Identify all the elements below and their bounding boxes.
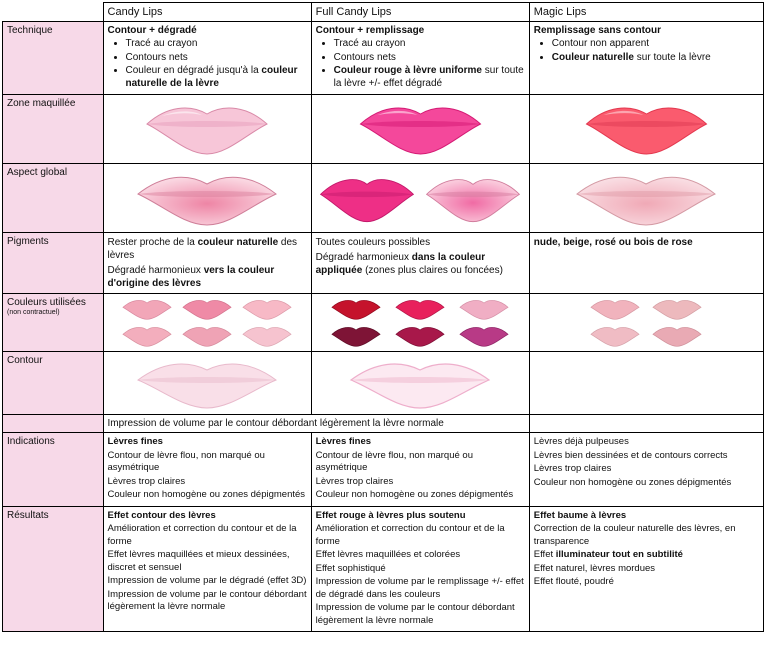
lips-swatch-candy-6: [240, 324, 294, 348]
lips-swatch-candy-3: [240, 297, 294, 321]
row-label-banner-empty: [3, 415, 104, 433]
row-resultats: [3, 506, 764, 632]
pigments-candy-2: Dégradé harmonieux vers la couleur d'origine des lèvres: [107, 265, 275, 289]
cell-pigments-candy: [103, 233, 311, 294]
pigments-full-2: Dégradé harmonieux dans la couleur appliquée (zones plus claires ou foncées): [315, 252, 503, 276]
technique-full-b2: • Contours nets: [334, 52, 525, 65]
lips-icon-zone-candy: [142, 98, 272, 160]
res-candy-3: Effet lèvres maquillées et mieux dessinées, discret et sensuel: [107, 549, 290, 573]
cell-zone-full: [311, 95, 529, 164]
lips-swatch-candy-5: [180, 324, 234, 348]
row-label-technique: Technique: [3, 22, 104, 95]
technique-candy-b1: • Tracé au crayon: [126, 38, 307, 51]
res-candy-2: Amélioration et correction du contour et de la forme: [107, 523, 297, 547]
header-magic-lips: Magic Lips: [529, 3, 763, 22]
res-full-3: Effet lèvres maquillées et colorées: [315, 549, 461, 561]
cell-technique-full: [311, 22, 529, 95]
res-full-4: Effet sophistiqué: [315, 562, 386, 574]
ind-full-3: Lèvres trop claires: [315, 475, 394, 487]
res-magic-3-bold: illuminateur tout en subtilité: [555, 549, 683, 561]
cell-resultats-candy: [103, 506, 311, 632]
ind-full-2: Contour de lèvre flou, non marqué ou asymétrique: [315, 449, 473, 474]
cell-aspect-candy: [103, 164, 311, 233]
technique-candy-lead: Contour + dégradé: [107, 25, 197, 36]
ind-candy-3: Lèvres trop claires: [107, 475, 186, 487]
lips-swatch-magic-4: [649, 324, 705, 348]
res-candy-4: Impression de volume par le dégradé (effet 3D): [107, 575, 307, 587]
row-label-couleurs-sub: (non contractuel): [7, 309, 60, 316]
header-corner-cell: [3, 3, 104, 22]
lips-icon-aspect-candy: [132, 167, 282, 229]
technique-magic-b2: • Couleur naturelle sur toute la lèvre: [552, 52, 759, 65]
cell-pigments-full: [311, 233, 529, 294]
row-label-couleurs-main: Couleurs utilisées: [7, 297, 86, 308]
res-magic-2: Correction de la couleur naturelle des lèvres, en transparence: [533, 523, 736, 547]
cell-couleurs-candy: [103, 294, 311, 352]
cell-pigments-magic: [529, 233, 763, 294]
ind-magic-3: Lèvres trop claires: [533, 463, 612, 475]
lips-swatch-candy-4: [120, 324, 174, 348]
res-full-1: Effet rouge à lèvres plus soutenu: [315, 509, 466, 521]
cell-indications-magic: [529, 433, 763, 507]
pigments-magic-1: nude, beige, rosé ou bois de rose: [533, 237, 693, 248]
cell-contour-full: [311, 352, 529, 415]
lips-icon-aspect-full-a: [317, 167, 417, 229]
technique-magic-b2-bold: Couleur naturelle: [551, 51, 634, 63]
banner-text-cell: Impression de volume par le contour débordant légèrement la lèvre normale: [103, 415, 529, 433]
ind-full-4: Couleur non homogène ou zones dépigmentés: [315, 489, 514, 501]
row-technique: [3, 22, 764, 95]
ind-magic-1: Lèvres déjà pulpeuses: [533, 436, 629, 447]
res-candy-1: Effet contour des lèvres: [107, 509, 216, 521]
lips-icon-aspect-magic: [571, 167, 721, 229]
res-magic-1: Effet baume à lèvres: [533, 509, 627, 521]
row-label-couleurs: [3, 294, 104, 352]
lips-swatch-full-3: [455, 297, 513, 321]
technique-full-b1: • Tracé au crayon: [334, 38, 525, 51]
res-full-5: Impression de volume par le remplissage +/- effet de dégradé dans les couleurs: [315, 576, 524, 600]
lips-swatch-full-1: [327, 297, 385, 321]
res-magic-3: Effet illuminateur tout en subtilité: [533, 549, 683, 561]
row-label-indications: Indications: [3, 433, 104, 507]
cell-resultats-full: [311, 506, 529, 632]
res-magic-4: Effet naturel, lèvres mordues: [533, 562, 656, 574]
pigments-candy-2-bold: vers la couleur d'origine des lèvres: [107, 265, 275, 289]
ind-magic-2: Lèvres bien dessinées et de contours corrects: [533, 449, 728, 461]
row-label-resultats: Résultats: [3, 506, 104, 632]
row-aspect-global: [3, 164, 764, 233]
res-full-6: Impression de volume par le contour débordant légèrement la lèvre normale: [315, 602, 515, 626]
lips-swatch-full-5: [391, 324, 449, 348]
ind-candy-4: Couleur non homogène ou zones dépigmentés: [107, 489, 306, 501]
row-pigments: [3, 233, 764, 294]
technique-candy-b2: • Contours nets: [126, 52, 307, 65]
lips-swatch-full-6: [455, 324, 513, 348]
res-magic-5: Effet flouté, poudré: [533, 576, 614, 588]
technique-candy-b3: • Couleur en dégradé jusqu'à la couleur naturelle de la lèvre: [126, 65, 307, 90]
row-banner: [3, 415, 764, 433]
res-full-2: Amélioration et correction du contour et de la forme: [315, 523, 505, 547]
cell-aspect-full: [311, 164, 529, 233]
lips-swatch-candy-1: [120, 297, 174, 321]
lips-swatch-magic-3: [587, 324, 643, 348]
row-label-pigments: Pigments: [3, 233, 104, 294]
lips-swatch-magic-2: [649, 297, 705, 321]
pigments-candy-1-bold: couleur naturelle: [197, 237, 279, 248]
lips-swatch-magic-1: [587, 297, 643, 321]
lips-swatch-full-4: [327, 324, 385, 348]
lips-icon-aspect-full-b: [423, 167, 523, 229]
row-couleurs-utilisees: [3, 294, 764, 352]
technique-full-b3: • Couleur rouge à lèvre uniforme sur toute la lèvre +/- effet dégradé: [334, 65, 525, 90]
res-candy-5: Impression de volume par le contour débordant légèrement la lèvre normale: [107, 588, 307, 613]
ind-full-1: Lèvres fines: [315, 436, 372, 447]
technique-candy-b3-bold: couleur naturelle de la lèvre: [125, 65, 298, 89]
cell-indications-candy: [103, 433, 311, 507]
pigments-full-1: Toutes couleurs possibles: [315, 237, 431, 248]
cell-technique-candy: [103, 22, 311, 95]
pigments-full-2-bold: dans la couleur appliquée: [315, 252, 486, 276]
technique-full-b3-bold: Couleur rouge à lèvre uniforme: [333, 65, 482, 76]
row-indications: [3, 433, 764, 507]
lips-icon-zone-magic: [579, 98, 714, 160]
header-full-candy-lips: Full Candy Lips: [311, 3, 529, 22]
lips-icon-contour-full: [345, 355, 495, 411]
cell-aspect-magic: [529, 164, 763, 233]
cell-indications-full: [311, 433, 529, 507]
row-contour: [3, 352, 764, 415]
row-zone-maquillee: [3, 95, 764, 164]
lips-swatch-full-2: [391, 297, 449, 321]
cell-couleurs-full: [311, 294, 529, 352]
cell-resultats-magic: [529, 506, 763, 632]
header-candy-lips: Candy Lips: [103, 3, 311, 22]
banner-empty-magic: [529, 415, 763, 433]
ind-magic-4: Couleur non homogène ou zones dépigmentés: [533, 476, 732, 488]
cell-technique-magic: [529, 22, 763, 95]
cell-zone-magic: [529, 95, 763, 164]
pigments-candy-1: Rester proche de la couleur naturelle des lèvres: [107, 237, 298, 261]
lips-icon-contour-candy: [132, 355, 282, 411]
ind-candy-2: Contour de lèvre flou, non marqué ou asymétrique: [107, 449, 265, 474]
technique-magic-b1: • Contour non apparent: [552, 38, 759, 51]
cell-contour-magic: [529, 352, 763, 415]
technique-full-lead: Contour + remplissage: [315, 25, 425, 36]
ind-candy-1: Lèvres fines: [107, 436, 163, 447]
technique-magic-lead: Remplissage sans contour: [533, 25, 662, 36]
cell-couleurs-magic: [529, 294, 763, 352]
lips-swatch-candy-2: [180, 297, 234, 321]
row-label-aspect: Aspect global: [3, 164, 104, 233]
row-label-contour: Contour: [3, 352, 104, 415]
lips-icon-zone-full: [353, 98, 488, 160]
comparison-table: [2, 2, 764, 632]
cell-contour-candy: [103, 352, 311, 415]
cell-zone-candy: [103, 95, 311, 164]
table-header-row: [3, 3, 764, 22]
row-label-zone: Zone maquillée: [3, 95, 104, 164]
